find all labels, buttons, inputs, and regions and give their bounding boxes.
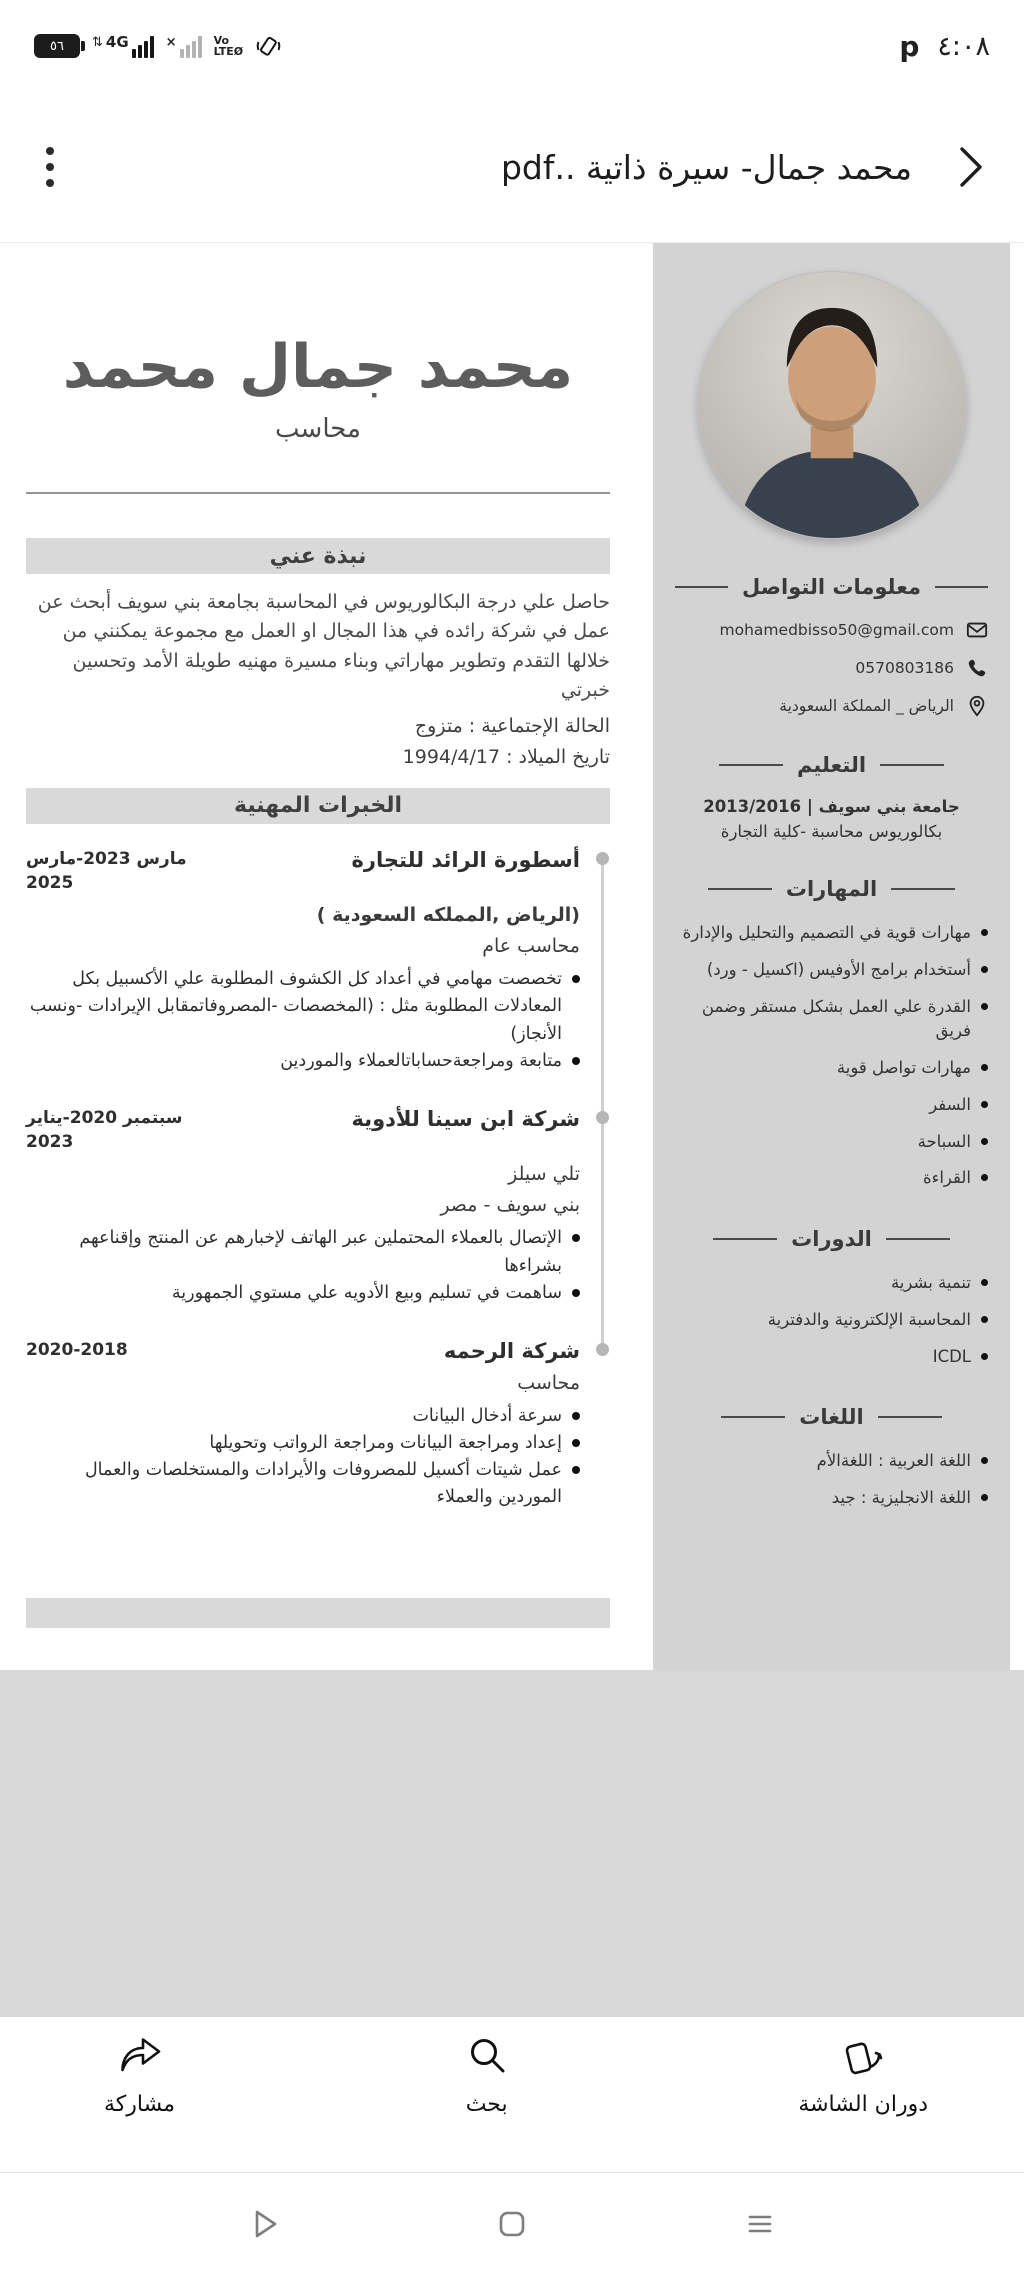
- bullet-dot-icon: [981, 1101, 988, 1108]
- android-nav-bar: [0, 2172, 1024, 2275]
- back-button[interactable]: [946, 143, 994, 191]
- timeline-dot: [596, 852, 609, 865]
- experience-timeline: [26, 848, 610, 1544]
- skill-item: أستخدام برامج الأوفيس (اكسيل - ورد): [675, 958, 988, 983]
- language-item: اللغة العربية : اللغةالأم: [675, 1449, 988, 1474]
- marital-status-line: الحالة الإجتماعية : متزوج: [414, 714, 610, 737]
- status-right-cluster: [899, 30, 990, 63]
- skill-item: مهارات تواصل قوية: [675, 1056, 988, 1081]
- overflow-menu-button[interactable]: [30, 147, 70, 187]
- timeline-dot: [596, 1343, 609, 1356]
- job-title: شركة ابن سينا للأدوية: [351, 1106, 580, 1131]
- envelope-icon: [966, 619, 988, 641]
- share-button[interactable]: [104, 2033, 175, 2117]
- contact-email: mohamedbisso50@gmail.com: [719, 621, 954, 639]
- vibrate-icon: [255, 33, 281, 59]
- bullet-dot-icon: [572, 1234, 580, 1242]
- sim1-network: [92, 34, 154, 58]
- nav-recents-button[interactable]: [742, 2206, 778, 2242]
- job-bullet: متابعة ومراجعةحساباتالعملاء والموردين: [26, 1048, 580, 1075]
- contact-phone: 0570803186: [855, 659, 954, 677]
- volte-line1: Vo: [213, 34, 230, 47]
- nav-home-button[interactable]: [494, 2206, 530, 2242]
- job-bullet: سرعة أدخال البيانات: [26, 1403, 580, 1430]
- resume-job-title: محاسب: [275, 414, 361, 444]
- contact-location-row: [675, 695, 988, 717]
- job-role: محاسب: [517, 1371, 580, 1394]
- signal-bars-dim-icon: [180, 34, 202, 58]
- bullet-dot-icon: [981, 929, 988, 936]
- job-entry: [26, 1107, 580, 1307]
- job-location: (الرياض ,المملكه السعودية ): [316, 904, 580, 927]
- volte-line2: LTEØ: [213, 45, 244, 58]
- bullet-dot-icon: [572, 1439, 580, 1447]
- skill-item: مهارات قوية في التصميم والتحليل والإدارة: [675, 921, 988, 946]
- job-bullet: إعداد ومراجعة البيانات ومراجعة الرواتب وتحويلها: [26, 1430, 580, 1457]
- network-type-label: 4G: [105, 33, 129, 51]
- contact-location: الرياض _ المملكة السعودية: [779, 697, 954, 715]
- screen-rotation-icon: [840, 2033, 886, 2083]
- profile-photo: [698, 271, 966, 539]
- bullet-dot-icon: [981, 1279, 988, 1286]
- skill-item: السفر: [675, 1093, 988, 1118]
- data-arrows-icon: ⇅: [92, 35, 103, 50]
- bullet-dot-icon: [572, 975, 580, 983]
- search-label: بحث: [465, 2092, 508, 2117]
- divider: [26, 492, 610, 494]
- no-signal-x-icon: ×: [165, 35, 177, 50]
- document-title: محمد جمال- سيرة ذاتية ..pdf: [500, 147, 912, 187]
- location-pin-icon: [966, 695, 988, 717]
- job-dates: سبتمبر 2020-يناير 2023: [26, 1107, 183, 1152]
- skill-item: القدرة علي العمل بشكل مستقر وضمن فريق: [675, 995, 988, 1045]
- education-school: جامعة بني سويف | 2013/2016: [703, 797, 960, 816]
- skill-item: القراءة: [675, 1166, 988, 1191]
- bullet-dot-icon: [572, 1412, 580, 1420]
- sim2-network: [166, 34, 202, 58]
- section-header-experience: الخبرات المهنية: [26, 788, 610, 824]
- education-degree: بكالوريوس محاسبة -كلية التجارة: [720, 822, 943, 841]
- bullet-dot-icon: [572, 1289, 580, 1297]
- job-dates: مارس 2023-مارس 2025: [26, 848, 187, 893]
- job-title: أسطورة الرائد للتجارة: [351, 847, 580, 872]
- course-item: ICDL: [675, 1345, 988, 1370]
- job-role: محاسب عام: [482, 935, 580, 958]
- bullet-dot-icon: [981, 1138, 988, 1145]
- timeline-line: [601, 860, 604, 1352]
- job-entry: [26, 848, 580, 1075]
- status-left-cluster: [34, 33, 281, 59]
- job-dates: 2020-2018: [26, 1339, 128, 1360]
- job-title: شركة الرحمه: [443, 1338, 580, 1363]
- chevron-right-icon: [950, 143, 990, 191]
- bullet-dot-icon: [981, 1003, 988, 1010]
- back-triangle-icon: [246, 2206, 282, 2242]
- clock: ٤:٠٨: [937, 30, 990, 62]
- skill-item: السباحة: [675, 1130, 988, 1155]
- course-item: تنمية بشرية: [675, 1271, 988, 1296]
- course-item: المحاسبة الإلكترونية والدفترية: [675, 1308, 988, 1333]
- search-button[interactable]: [464, 2033, 510, 2117]
- about-text: حاصل علي درجة البكالوريوس في المحاسبة بجامعة بني سويف أبحث عن عمل في شركة رائده في هذا المجال او العمل مع مجموعة يمكنني من خلالها التقدم وتطوير مهاراتي وبناء مسيرة مهنيه طويلة الأمد وتحسين خبرتي: [37, 591, 610, 702]
- job-role: تلي سيلز: [508, 1163, 580, 1186]
- contact-email-row: [675, 619, 988, 641]
- recents-lines-icon: [742, 2206, 778, 2242]
- job-bullet: ساهمت في تسليم وبيع الأدويه علي مستوي الجمهورية: [26, 1280, 580, 1307]
- empty-section-bar: [26, 1598, 610, 1628]
- signal-bars-icon: [132, 34, 154, 58]
- education-section-heading: التعليم: [675, 753, 988, 777]
- bullet-dot-icon: [981, 1316, 988, 1323]
- bullet-dot-icon: [981, 1064, 988, 1071]
- bullet-dot-icon: [981, 1494, 988, 1501]
- resume-sidebar: [653, 243, 1010, 1670]
- contact-section-heading: معلومات التواصل: [675, 575, 988, 599]
- job-bullet: الإتصال بالعملاء المحتملين عبر الهاتف لإخبارهم عن المنتج وإقناعهم بشراءها: [26, 1225, 580, 1279]
- notification-p-icon: p: [899, 29, 920, 63]
- contact-phone-row: [675, 657, 988, 679]
- share-icon: [117, 2033, 163, 2083]
- battery-percent: ٥٦: [50, 38, 64, 54]
- timeline-dot: [596, 1111, 609, 1124]
- bullet-dot-icon: [572, 1466, 580, 1474]
- birth-date-line: تاريخ الميلاد : 1994/4/17: [402, 745, 610, 768]
- search-icon: [464, 2033, 510, 2083]
- bullet-dot-icon: [981, 966, 988, 973]
- courses-section-heading: الدورات: [675, 1227, 988, 1251]
- rotate-screen-button[interactable]: [798, 2033, 928, 2117]
- share-label: مشاركة: [104, 2092, 176, 2117]
- phone-icon: [966, 657, 988, 679]
- resume-main-column: [0, 243, 653, 1670]
- status-bar: [0, 0, 1024, 92]
- section-header-about: نبذة عني: [26, 538, 610, 574]
- job-location: بني سويف - مصر: [440, 1194, 580, 1217]
- pdf-viewer-area[interactable]: [0, 242, 1024, 2017]
- nav-back-button[interactable]: [246, 2206, 282, 2242]
- bullet-dot-icon: [981, 1174, 988, 1181]
- rotate-screen-label: دوران الشاشة: [798, 2092, 928, 2117]
- battery-icon: [34, 34, 80, 58]
- pdf-action-bar: [0, 2017, 1024, 2172]
- skills-section-heading: المهارات: [675, 877, 988, 901]
- job-entry: [26, 1339, 580, 1512]
- bullet-dot-icon: [981, 1457, 988, 1464]
- job-bullet: عمل شيتات أكسيل للمصروفات والأيرادات والمستخلصات والعمال الموردين والعملاء: [26, 1457, 580, 1511]
- volte-icon: [214, 35, 244, 57]
- language-item: اللغة الانجليزية : جيد: [675, 1486, 988, 1511]
- bullet-dot-icon: [572, 1057, 580, 1065]
- home-square-icon: [494, 2206, 530, 2242]
- pdf-page: [0, 243, 1024, 1670]
- app-bar: [0, 92, 1024, 242]
- bullet-dot-icon: [981, 1353, 988, 1360]
- resume-name: محمد جمال محمد: [62, 332, 574, 402]
- job-bullet: تخصصت مهامي في أعداد كل الكشوف المطلوبة علي الأكسبيل بكل المعادلات المطلوبة مثل : (المخصصات -المصروفاتمقابل الإيرادات -ونسب الأنجاز): [26, 966, 580, 1047]
- languages-section-heading: اللغات: [675, 1405, 988, 1429]
